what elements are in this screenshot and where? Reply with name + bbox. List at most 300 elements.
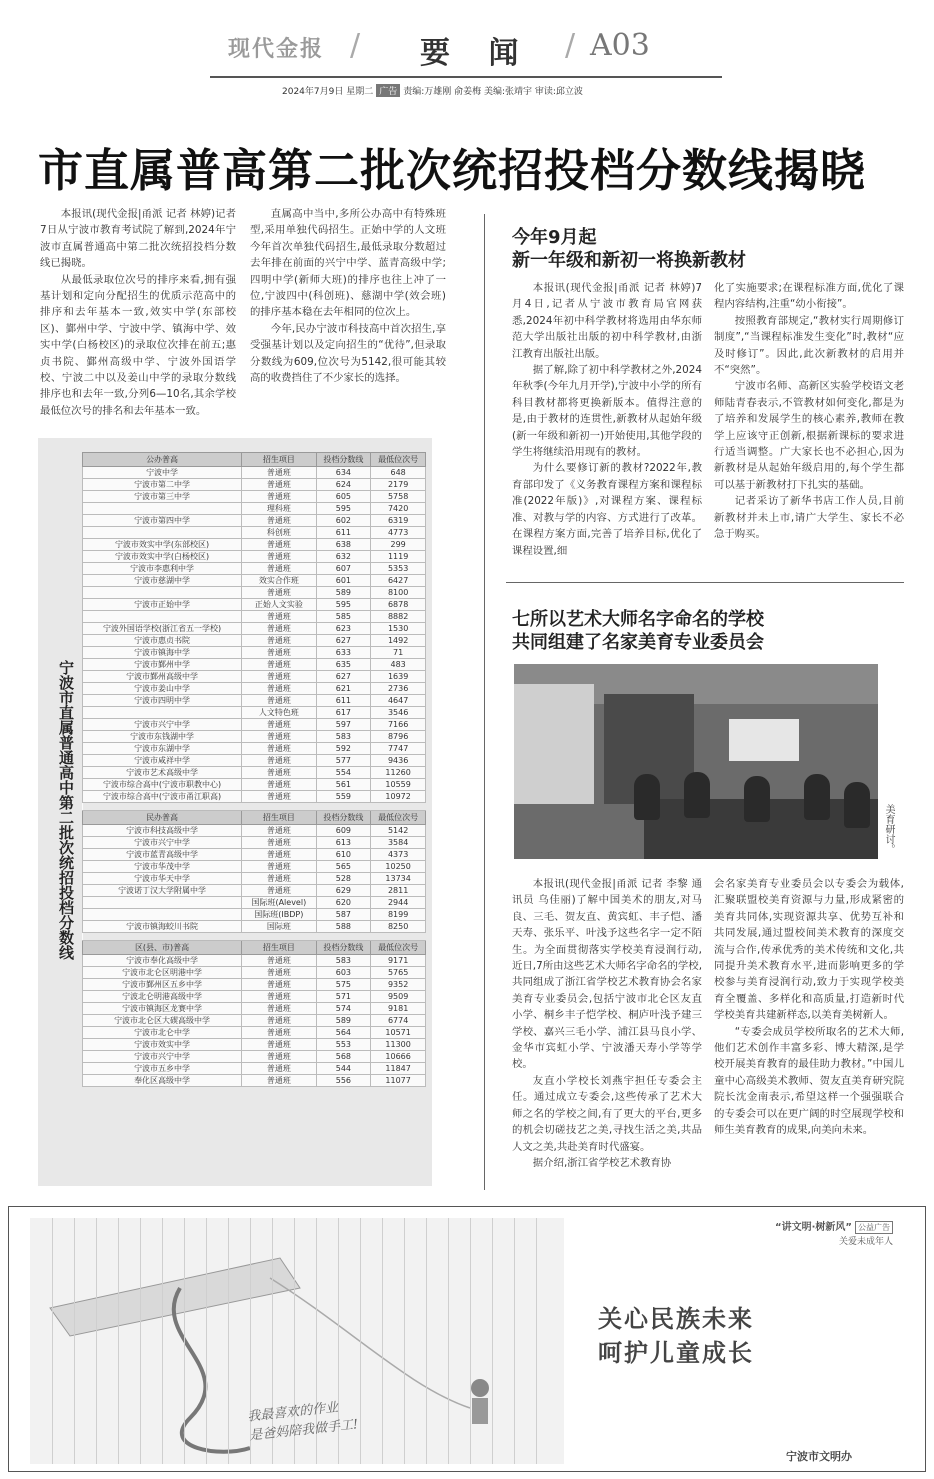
table-cell: 宁波市鄞州中学 bbox=[83, 659, 242, 671]
notebook-line bbox=[382, 1218, 383, 1464]
table-cell: 宁波市华天中学 bbox=[83, 873, 242, 885]
table-row bbox=[83, 967, 426, 979]
table-cell: 普通班 bbox=[242, 683, 316, 695]
table-cell: 585 bbox=[316, 611, 371, 623]
table-cell: 普通班 bbox=[242, 467, 316, 479]
table-cell: 11847 bbox=[371, 1063, 426, 1075]
table-row bbox=[83, 695, 426, 707]
table-subheader-row bbox=[83, 811, 426, 825]
table-row bbox=[83, 825, 426, 837]
table-cell: 宁波市慈湖中学 bbox=[83, 575, 242, 587]
table-separator bbox=[83, 933, 426, 941]
table-cell: 589 bbox=[316, 1015, 371, 1027]
table-cell: 宁波市兴宁中学 bbox=[83, 837, 242, 849]
table-cell: 宁波市效实中学(白杨校区) bbox=[83, 551, 242, 563]
table-cell: 宁波市兴宁中学 bbox=[83, 719, 242, 731]
ad-badge: 公益广告 bbox=[855, 1221, 893, 1234]
editor-credits: 责编:万雄刚 俞姜梅 美编:张靖宇 审读:邱立波 bbox=[403, 87, 583, 97]
ad-headline-line: 关心民族未来 bbox=[598, 1304, 754, 1333]
table-cell: 普通班 bbox=[242, 671, 316, 683]
table-cell: 宁波市咸祥中学 bbox=[83, 755, 242, 767]
paragraph: 据介绍,浙江省学校艺术教育协 bbox=[532, 1156, 672, 1169]
table-cell: 普通班 bbox=[242, 491, 316, 503]
ad-tag: 广告 bbox=[376, 84, 400, 97]
table-cell: 561 bbox=[316, 779, 371, 791]
table-row bbox=[83, 587, 426, 599]
table-cell: 564 bbox=[316, 1027, 371, 1039]
table-cell: 556 bbox=[316, 1075, 371, 1087]
table-cell: 5142 bbox=[371, 825, 426, 837]
table-cell: 宁波市镇海中学 bbox=[83, 647, 242, 659]
table-cell: 1119 bbox=[371, 551, 426, 563]
table-row bbox=[83, 755, 426, 767]
table-cell: 623 bbox=[316, 623, 371, 635]
table-cell: 624 bbox=[316, 479, 371, 491]
table-cell: 6319 bbox=[371, 515, 426, 527]
table-cell bbox=[83, 611, 242, 623]
table-cell: 普通班 bbox=[242, 695, 316, 707]
paragraph: 按照教育部规定,“教材实行周期修订制度”,“当课程标准发生变化”时,教材“应及时修订”。因此,此次新教材的启用并不“突然”。 bbox=[714, 314, 904, 377]
handwriting-line: 是爸妈陪我做手工! bbox=[248, 1417, 359, 1444]
column-header: 招生项目 bbox=[242, 941, 316, 955]
table-cell: 554 bbox=[316, 767, 371, 779]
headline-line: 共同组建了名家美育专业委员会 bbox=[512, 632, 764, 653]
table-row bbox=[83, 837, 426, 849]
table-cell: 1639 bbox=[371, 671, 426, 683]
table-cell: 634 bbox=[316, 467, 371, 479]
table-cell: 普通班 bbox=[242, 479, 316, 491]
table-header-row bbox=[83, 453, 426, 467]
article1-column-1 bbox=[40, 206, 236, 419]
table-cell: 宁波市效实中学(东部校区) bbox=[83, 539, 242, 551]
table-cell: 宁波市东钱湖中学 bbox=[83, 731, 242, 743]
table-cell: 4773 bbox=[371, 527, 426, 539]
photo-person bbox=[804, 774, 830, 820]
table-cell: 559 bbox=[316, 791, 371, 803]
table-cell: 国际班(IBDP) bbox=[242, 909, 316, 921]
table-cell: 宁波市第二中学 bbox=[83, 479, 242, 491]
table-cell: 568 bbox=[316, 1051, 371, 1063]
table-cell: 宁波市综合高中(宁波市职教中心) bbox=[83, 779, 242, 791]
table-cell: 611 bbox=[316, 695, 371, 707]
notebook-line bbox=[96, 1218, 97, 1464]
table-row bbox=[83, 623, 426, 635]
table-cell: 11077 bbox=[371, 1075, 426, 1087]
score-table bbox=[82, 452, 426, 1087]
table-cell: 宁波北仑明港高级中学 bbox=[83, 991, 242, 1003]
table-cell: 595 bbox=[316, 599, 371, 611]
table-cell: 宁波市蓝青高级中学 bbox=[83, 849, 242, 861]
table-cell: 575 bbox=[316, 979, 371, 991]
ad-headline-line: 呵护儿童成长 bbox=[598, 1338, 754, 1367]
headline-line: 七所以艺术大师名字命名的学校 bbox=[512, 609, 764, 630]
table-cell: 6774 bbox=[371, 1015, 426, 1027]
notebook-line bbox=[74, 1218, 75, 1464]
table-cell bbox=[83, 587, 242, 599]
table-row bbox=[83, 551, 426, 563]
table-cell bbox=[83, 897, 242, 909]
table-row bbox=[83, 635, 426, 647]
headline-line: 今年9月起 bbox=[512, 227, 597, 248]
table-cell: 583 bbox=[316, 731, 371, 743]
column-header: 区(县、市)普高 bbox=[83, 941, 242, 955]
table-row bbox=[83, 1063, 426, 1075]
table-row bbox=[83, 791, 426, 803]
table-cell: 602 bbox=[316, 515, 371, 527]
table-cell: 宁波市艺术高级中学 bbox=[83, 767, 242, 779]
table-cell: 10666 bbox=[371, 1051, 426, 1063]
table-cell: 宁波市姜山中学 bbox=[83, 683, 242, 695]
table-cell: 629 bbox=[316, 885, 371, 897]
table-row bbox=[83, 527, 426, 539]
notebook-line bbox=[514, 1218, 515, 1464]
table-row bbox=[83, 491, 426, 503]
ad-headline bbox=[598, 1302, 754, 1370]
table-cell: 普通班 bbox=[242, 791, 316, 803]
table-row bbox=[83, 539, 426, 551]
newspaper-brand: 现代金报 bbox=[228, 37, 325, 62]
table-cell: 635 bbox=[316, 659, 371, 671]
divider-slash: / bbox=[350, 28, 361, 63]
notebook-line bbox=[404, 1218, 405, 1464]
table-row bbox=[83, 1039, 426, 1051]
table-cell bbox=[83, 503, 242, 515]
table-row bbox=[83, 1075, 426, 1087]
table-subheader-row bbox=[83, 941, 426, 955]
table-cell: 普通班 bbox=[242, 719, 316, 731]
table-cell: 595 bbox=[316, 503, 371, 515]
table-cell: 宁波市综合高中(宁波市甬江职高) bbox=[83, 791, 242, 803]
table-cell: 544 bbox=[316, 1063, 371, 1075]
photo-caption: 美育研讨。 bbox=[883, 804, 894, 854]
notebook-line bbox=[536, 1218, 537, 1464]
table-cell: 7420 bbox=[371, 503, 426, 515]
table-cell: 普通班 bbox=[242, 659, 316, 671]
table-cell bbox=[83, 527, 242, 539]
table-cell: 宁波中学 bbox=[83, 467, 242, 479]
paragraph: 本报讯(现代金报|甬派 记者 林婷)7月4日,记者从宁波市教育局官网获悉,2024年初中科学教材将选用由华东师范大学出版社出版的初中科学教材,由浙江教育出版社出版。 bbox=[512, 282, 702, 360]
ad-sponsor: 宁波市文明办 bbox=[786, 1450, 852, 1463]
table-row bbox=[83, 1003, 426, 1015]
table-row bbox=[83, 1015, 426, 1027]
table-cell: 8100 bbox=[371, 587, 426, 599]
table-row bbox=[83, 515, 426, 527]
table-cell: 宁波市惠贞书院 bbox=[83, 635, 242, 647]
table-cell: 宁波市五乡中学 bbox=[83, 1063, 242, 1075]
notebook-line bbox=[140, 1218, 141, 1464]
column-header: 招生项目 bbox=[242, 811, 316, 825]
paragraph: 记者采访了新华书店工作人员,目前新教材并未上市,请广大学生、家长不必急于购买。 bbox=[714, 495, 904, 541]
table-cell: 普通班 bbox=[242, 731, 316, 743]
table-cell: 科创班 bbox=[242, 527, 316, 539]
table-cell: 583 bbox=[316, 955, 371, 967]
table-cell: 621 bbox=[316, 683, 371, 695]
child-body bbox=[472, 1398, 488, 1424]
table-cell: 宁波市鄞州区五乡中学 bbox=[83, 979, 242, 991]
table-cell: 宁波市鄞州高级中学 bbox=[83, 671, 242, 683]
photo-person bbox=[634, 774, 660, 820]
table-cell: 宁波市第三中学 bbox=[83, 491, 242, 503]
article3-column-1 bbox=[512, 876, 702, 1171]
table-cell: 627 bbox=[316, 671, 371, 683]
table-cell: 宁波市科技高级中学 bbox=[83, 825, 242, 837]
table-cell: 宁波市李惠利中学 bbox=[83, 563, 242, 575]
kite-string bbox=[270, 1278, 470, 1408]
table-cell: 6878 bbox=[371, 599, 426, 611]
table-cell: 565 bbox=[316, 861, 371, 873]
table-row bbox=[83, 503, 426, 515]
table-cell: 10571 bbox=[371, 1027, 426, 1039]
divider-slash: / bbox=[565, 28, 576, 63]
table-cell: 宁波市奉化高级中学 bbox=[83, 955, 242, 967]
table-cell: 普通班 bbox=[242, 861, 316, 873]
paragraph: 本报讯(现代金报|甬派 记者 李黎 通讯员 乌佳丽)了解中国美术的朋友,对马良、三毛、贺友直、黄宾虹、丰子恺、潘天寿、张乐平、叶浅予这些名字一定不陌生。为全面贯彻落实学校美育浸润行动,近日,7所由这些艺术大师名字命名的学校,共同组成了浙江省学校艺术教育协会名家美育专业委员会,包括宁波市北仑区友直小学、桐乡丰子恺学校、桐庐叶浅予建三学校、嘉兴三毛小学、浦江县马良小学、金华市宾虹小学、宁波潘天寿小学等学校。 bbox=[512, 878, 702, 1071]
table-row bbox=[83, 671, 426, 683]
table-cell: 普通班 bbox=[242, 873, 316, 885]
table-cell: 普通班 bbox=[242, 955, 316, 967]
notebook-line bbox=[426, 1218, 427, 1464]
child-head bbox=[471, 1379, 489, 1397]
issue-date: 2024年7月9日 星期二 bbox=[282, 87, 374, 97]
table-cell: 2944 bbox=[371, 897, 426, 909]
column-divider bbox=[484, 214, 485, 1190]
table-cell: 宁波诺丁汉大学附属中学 bbox=[83, 885, 242, 897]
table-row bbox=[83, 647, 426, 659]
section-title: 要 闻 bbox=[420, 36, 533, 71]
table-row bbox=[83, 659, 426, 671]
article3-headline bbox=[512, 608, 764, 654]
table-cell: 普通班 bbox=[242, 1075, 316, 1087]
table-cell: 610 bbox=[316, 849, 371, 861]
table-cell: 宁波市兴宁中学 bbox=[83, 1051, 242, 1063]
table-row bbox=[83, 779, 426, 791]
table-cell: 宁波市北仑区明港中学 bbox=[83, 967, 242, 979]
table-cell: 宁波市镇海区龙赛中学 bbox=[83, 1003, 242, 1015]
table-cell: 普通班 bbox=[242, 755, 316, 767]
table-cell: 宁波市镇海蛟川书院 bbox=[83, 921, 242, 933]
table-cell: 11300 bbox=[371, 1039, 426, 1051]
notebook-line bbox=[184, 1218, 185, 1464]
table-cell: 10559 bbox=[371, 779, 426, 791]
column-header: 投档分数线 bbox=[316, 453, 371, 467]
table-row bbox=[83, 467, 426, 479]
ad-slogan-main: “讲文明·树新风” bbox=[775, 1222, 852, 1233]
masthead bbox=[200, 22, 730, 70]
table-cell: 普通班 bbox=[242, 991, 316, 1003]
paragraph: 会名家美育专业委员会以专委会为载体,汇聚联盟校美育资源与力量,形成紧密的美育共同体,实现资源共享、优势互补和共同发展,通过盟校间美术教育的深度交流与合作,传承优秀的美术传统和文化,共同提升美术教育水平,进而影响更多的学校参与美育浸润行动,致力于实现学校美育全覆盖、多样化和高质量,打造新时代学校美育共建新样态,以美育美树新人。 bbox=[714, 878, 904, 1022]
table-cell: 普通班 bbox=[242, 623, 316, 635]
ad-slogan-sub: 关爱未成年人 bbox=[838, 1237, 893, 1247]
article3-column-2 bbox=[714, 876, 904, 1139]
table-cell: 普通班 bbox=[242, 1051, 316, 1063]
column-header: 投档分数线 bbox=[316, 941, 371, 955]
dateline bbox=[282, 84, 583, 97]
table-row bbox=[83, 921, 426, 933]
table-cell: 632 bbox=[316, 551, 371, 563]
table-cell: 8796 bbox=[371, 731, 426, 743]
table-cell: 普通班 bbox=[242, 779, 316, 791]
table-cell: 7166 bbox=[371, 719, 426, 731]
table-cell: 普通班 bbox=[242, 635, 316, 647]
table-cell bbox=[83, 707, 242, 719]
table-cell: 宁波市北仑中学 bbox=[83, 1027, 242, 1039]
notebook-line bbox=[206, 1218, 207, 1464]
table-cell: 605 bbox=[316, 491, 371, 503]
table-cell: 613 bbox=[316, 837, 371, 849]
table-cell: 5765 bbox=[371, 967, 426, 979]
paragraph: 直属高中当中,多所公办高中有特殊班型,采用单独代码招生。正始中学的人文班今年首次单独代码招生,最低录取分数超过去年排在前面的兴宁中学、蓝青高级中学;四明中学(新师大班)的排序也往上冲了一位,宁波四中(科创班)、慈湖中学(效会班)的排序基本稳在去年相同的位次上。 bbox=[250, 208, 446, 319]
masthead-rule bbox=[210, 76, 722, 78]
table-cell: 9171 bbox=[371, 955, 426, 967]
table-row bbox=[83, 719, 426, 731]
table-cell: 9181 bbox=[371, 1003, 426, 1015]
table-cell: 648 bbox=[371, 467, 426, 479]
meeting-photo bbox=[514, 664, 878, 859]
table-cell: 普通班 bbox=[242, 967, 316, 979]
table-cell: 1530 bbox=[371, 623, 426, 635]
table-row bbox=[83, 575, 426, 587]
table-cell: 普通班 bbox=[242, 1015, 316, 1027]
paragraph: 今年,民办宁波市科技高中首次招生,享受强基计划以及定向招生的“优待”,但录取分数线为609,位次号为5142,很可能其较高的收费挡住了不少家长的选择。 bbox=[250, 322, 446, 385]
table-cell: 国际班(Alevel) bbox=[242, 897, 316, 909]
table-cell: 607 bbox=[316, 563, 371, 575]
table-cell: 609 bbox=[316, 825, 371, 837]
photo-person bbox=[684, 772, 710, 818]
table-cell: 588 bbox=[316, 921, 371, 933]
table-cell: 620 bbox=[316, 897, 371, 909]
table-cell: 1492 bbox=[371, 635, 426, 647]
photo-person bbox=[844, 782, 870, 828]
table-cell: 正始人文实验 bbox=[242, 599, 316, 611]
table-cell: 普通班 bbox=[242, 1003, 316, 1015]
table-cell: 8250 bbox=[371, 921, 426, 933]
paragraph: “专委会成员学校所取名的艺术大师,他们艺术创作丰富多彩、博大精深,是学校开展美育教育的最佳助力教材。”中国儿童中心高级美术教师、贺友直美育研究院院长沈金南表示,希望这样一个强强联合的专委会可以在更广阔的时空展现学校和师生美育教育的成果,向美向未来。 bbox=[714, 1025, 904, 1137]
table-cell: 普通班 bbox=[242, 611, 316, 623]
table-row bbox=[83, 955, 426, 967]
table-cell: 638 bbox=[316, 539, 371, 551]
table-row bbox=[83, 991, 426, 1003]
column-header: 民办普高 bbox=[83, 811, 242, 825]
column-header: 最低位次号 bbox=[371, 811, 426, 825]
table-row bbox=[83, 909, 426, 921]
table-cell: 宁波市北仑区大碶高级中学 bbox=[83, 1015, 242, 1027]
column-header: 招生项目 bbox=[242, 453, 316, 467]
table-cell: 4647 bbox=[371, 695, 426, 707]
table-cell: 3546 bbox=[371, 707, 426, 719]
table-cell: 483 bbox=[371, 659, 426, 671]
table-cell: 普通班 bbox=[242, 743, 316, 755]
table-cell: 普通班 bbox=[242, 563, 316, 575]
table-cell: 普通班 bbox=[242, 551, 316, 563]
table-cell: 611 bbox=[316, 527, 371, 539]
headline-line: 新一年级和新初一将换新教材 bbox=[512, 250, 746, 271]
photo-screen bbox=[729, 719, 799, 761]
table-cell: 592 bbox=[316, 743, 371, 755]
table-cell: 587 bbox=[316, 909, 371, 921]
paragraph: 据了解,除了初中科学教材之外,2024年秋季(今年九月开学),宁波中小学的所有科目教材都将更换新版本。值得注意的是,由于教材的连贯性,新教材从起始年级(新一年级和新初一)开始使用,其他学段的学生将继续沿用现有的教材。 bbox=[512, 364, 702, 459]
photo-person bbox=[744, 776, 770, 822]
table-cell: 8882 bbox=[371, 611, 426, 623]
table-row bbox=[83, 849, 426, 861]
column-header: 最低位次号 bbox=[371, 453, 426, 467]
table-body bbox=[83, 467, 426, 1087]
article1-column-2 bbox=[250, 206, 446, 386]
table-cell: 633 bbox=[316, 647, 371, 659]
table-cell: 617 bbox=[316, 707, 371, 719]
table-row bbox=[83, 683, 426, 695]
table-row bbox=[83, 599, 426, 611]
table-cell: 宁波市华茂中学 bbox=[83, 861, 242, 873]
paragraph: 为什么要修订新的教材?2022年,教育部印发了《义务教育课程方案和课程标准(2022年版)》,对课程方案、课程标准、对教与学的内容、方式进行了改革。在课程方案方面,完善了培养目标,优化了课程设置,细 bbox=[512, 462, 702, 557]
table-row bbox=[83, 1027, 426, 1039]
table-cell: 8199 bbox=[371, 909, 426, 921]
table-cell: 普通班 bbox=[242, 849, 316, 861]
table-cell: 普通班 bbox=[242, 647, 316, 659]
table-cell: 普通班 bbox=[242, 1027, 316, 1039]
table-cell: 普通班 bbox=[242, 1063, 316, 1075]
table-cell: 13734 bbox=[371, 873, 426, 885]
article2-column-1 bbox=[512, 280, 702, 559]
notebook-line bbox=[492, 1218, 493, 1464]
table-row bbox=[83, 1051, 426, 1063]
table-row bbox=[83, 563, 426, 575]
table-row bbox=[83, 611, 426, 623]
notebook-line bbox=[52, 1218, 53, 1464]
table-cell: 597 bbox=[316, 719, 371, 731]
table-row bbox=[83, 479, 426, 491]
table-cell: 589 bbox=[316, 587, 371, 599]
table-cell: 5758 bbox=[371, 491, 426, 503]
table-row bbox=[83, 873, 426, 885]
table-cell: 宁波市东湖中学 bbox=[83, 743, 242, 755]
table-cell: 宁波市效实中学 bbox=[83, 1039, 242, 1051]
table-cell: 普通班 bbox=[242, 885, 316, 897]
table-cell: 宁波市四明中学 bbox=[83, 695, 242, 707]
table-row bbox=[83, 707, 426, 719]
table-cell: 2179 bbox=[371, 479, 426, 491]
table-cell: 528 bbox=[316, 873, 371, 885]
handwriting-line: 我最喜欢的作业 bbox=[246, 1400, 339, 1425]
notebook-line bbox=[448, 1218, 449, 1464]
kite-tail bbox=[174, 1288, 250, 1452]
paragraph: 从最低录取位次号的排序来看,拥有强基计划和定向分配招生的优质示范高中的排序和去年基本一致,效实中学(东部校区)、鄞州中学、宁波中学、镇海中学、效实中学(白杨校区)的录取位次排在前五;惠贞书院、鄞州高级中学、宁波外国语学校、宁波二中以及姜山中学的录取分数线排序也和去年一致,分列6—10名,其余学校最低位次号的排名和去年基本一致。 bbox=[40, 273, 236, 417]
section-divider bbox=[506, 582, 904, 583]
article2-headline bbox=[512, 226, 746, 272]
table-cell: 3584 bbox=[371, 837, 426, 849]
table-cell: 宁波外国语学校(浙江省五一学校) bbox=[83, 623, 242, 635]
table-row bbox=[83, 979, 426, 991]
column-header: 公办普高 bbox=[83, 453, 242, 467]
table-cell: 603 bbox=[316, 967, 371, 979]
table-row bbox=[83, 743, 426, 755]
table-cell: 普通班 bbox=[242, 979, 316, 991]
table-cell: 效实合作班 bbox=[242, 575, 316, 587]
table-cell: 普通班 bbox=[242, 825, 316, 837]
table-cell: 宁波市第四中学 bbox=[83, 515, 242, 527]
paragraph: 化了实施要求;在课程标准方面,优化了课程内容结构,注重“幼小衔接”。 bbox=[714, 282, 904, 311]
table-cell: 宁波市正始中学 bbox=[83, 599, 242, 611]
table-cell: 9352 bbox=[371, 979, 426, 991]
table-cell bbox=[83, 909, 242, 921]
notebook-line bbox=[118, 1218, 119, 1464]
table-cell: 71 bbox=[371, 647, 426, 659]
table-row bbox=[83, 897, 426, 909]
table-row bbox=[83, 767, 426, 779]
notebook-line bbox=[470, 1218, 471, 1464]
table-cell: 574 bbox=[316, 1003, 371, 1015]
table-title: 宁波市直属普通高中第二批次统招投档分数线 bbox=[57, 660, 75, 960]
table-cell: 6427 bbox=[371, 575, 426, 587]
